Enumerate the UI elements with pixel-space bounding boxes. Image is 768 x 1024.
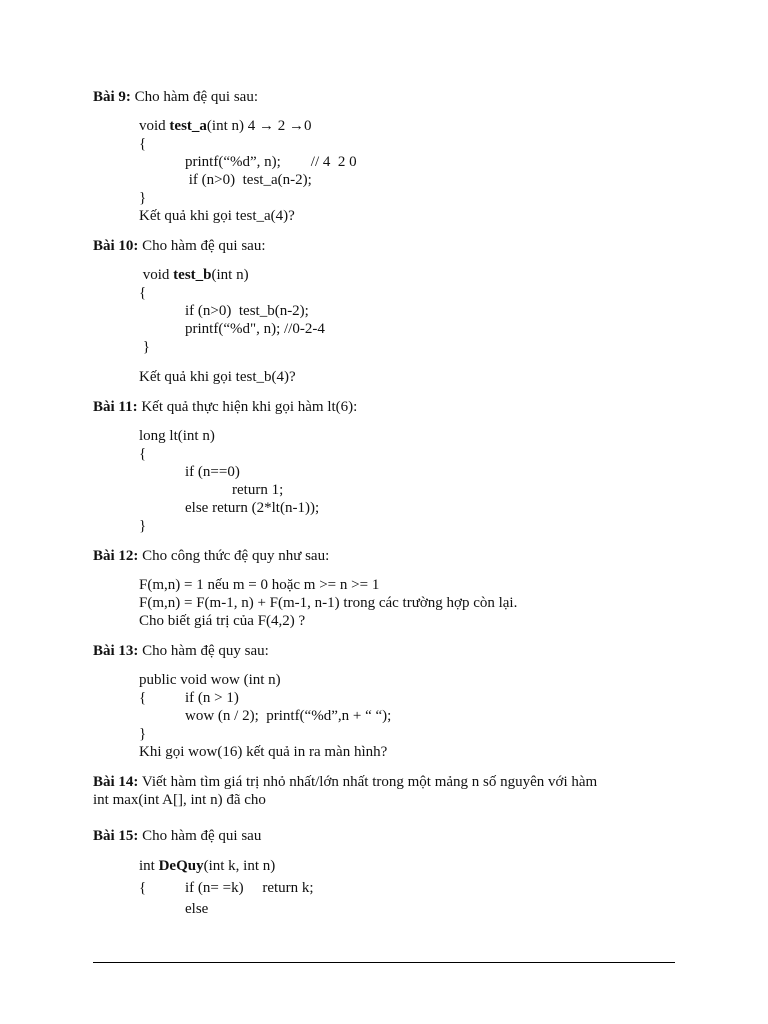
exercise-15-code-line: else — [185, 901, 209, 917]
exercise-12-heading: Bài 12: Cho công thức đệ quy như sau: — [93, 548, 330, 564]
exercise-15-code-line: if (n= =k) return k; — [185, 880, 314, 896]
exercise-9-question: Kết quả khi gọi test_a(4)? — [139, 208, 295, 224]
exercise-10-code-line: printf(“%d", n); //0-2-4 — [185, 321, 325, 337]
exercise-11-signature: long lt(int n) — [139, 428, 215, 444]
exercise-9-heading: Bài 9: Cho hàm đệ qui sau: — [93, 89, 258, 105]
exercise-14-heading: Bài 14: Viết hàm tìm giá trị nhỏ nhất/lớn nhất trong một mảng n số nguyên với hàm — [93, 774, 598, 790]
exercise-10-open-brace: { — [139, 285, 147, 301]
exercise-9-signature: void test_a(int n) 4 → 2 →0 — [139, 118, 312, 134]
exercise-10-code-line: if (n>0) test_b(n-2); — [185, 303, 309, 319]
exercise-13-code-line: if (n > 1) — [185, 690, 239, 706]
exercise-9-code-line: printf(“%d”, n); // 4 2 0 — [185, 154, 357, 170]
exercise-15-signature: int DeQuy(int k, int n) — [139, 858, 276, 874]
exercise-13-open-brace: { — [139, 690, 147, 706]
exercise-15-heading: Bài 15: Cho hàm đệ qui sau — [93, 828, 262, 844]
exercise-11-open-brace: { — [139, 446, 147, 462]
exercise-11-heading: Bài 11: Kết quả thực hiện khi gọi hàm lt(6): — [93, 399, 358, 415]
exercise-11-code-line: if (n==0) — [185, 464, 240, 480]
exercise-10-close-brace: } — [139, 339, 150, 355]
exercise-9-close-brace: } — [139, 190, 147, 206]
exercise-11-code-line: else return (2*lt(n-1)); — [185, 500, 320, 516]
exercise-9-open-brace: { — [139, 136, 147, 152]
footer-rule — [93, 962, 675, 963]
exercise-12-formula: F(m,n) = F(m-1, n) + F(m-1, n-1) trong các trường hợp còn lại. — [139, 595, 518, 611]
exercise-10-question: Kết quả khi gọi test_b(4)? — [139, 369, 296, 385]
exercise-13-code-line: wow (n / 2); printf(“%d”,n + “ “); — [185, 708, 392, 724]
exercise-13-close-brace: } — [139, 726, 147, 742]
exercise-13-heading: Bài 13: Cho hàm đệ quy sau: — [93, 643, 269, 659]
exercise-11-close-brace: } — [139, 518, 147, 534]
exercise-11-code-line: return 1; — [232, 482, 284, 498]
exercise-14-text: int max(int A[], int n) đã cho — [93, 792, 266, 808]
exercise-12-formula: F(m,n) = 1 nếu m = 0 hoặc m >= n >= 1 — [139, 577, 380, 593]
exercise-13-signature: public void wow (int n) — [139, 672, 281, 688]
exercise-10-signature: void test_b(int n) — [139, 267, 249, 283]
exercise-13-question: Khi gọi wow(16) kết quả in ra màn hình? — [139, 744, 388, 760]
exercise-15-open-brace: { — [139, 880, 147, 896]
exercise-9-code-line: if (n>0) test_a(n-2); — [185, 172, 312, 188]
exercise-10-heading: Bài 10: Cho hàm đệ qui sau: — [93, 238, 266, 254]
exercise-12-question: Cho biết giá trị của F(4,2) ? — [139, 613, 306, 629]
